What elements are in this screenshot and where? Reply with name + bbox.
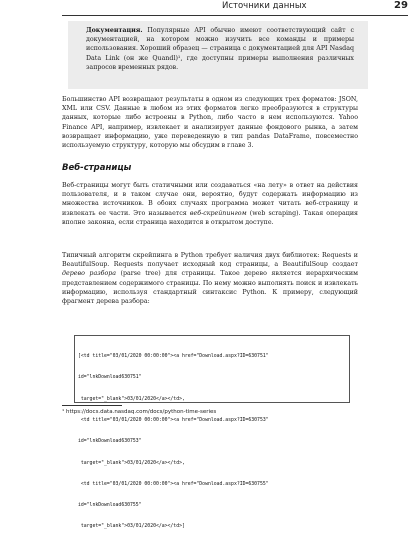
footnote-rule	[62, 405, 122, 406]
paragraph-formats: Большинство API возвращают результаты в одном из следующих трех форматов: JSON, XML или CSV. Данные в любом из этих форматов легко преобразуются в структуры данных, которые либо встроены в Python, либо часто в нем используются. Yahoo Finance API, например, извлекает и анализирует данные фондового рынка, а затем возвращает информацию, уже переведенную в тип pandas DataFrame, повсеместно используемую структуру, которую мы обсудим в главе 3.	[62, 96, 358, 150]
section-heading: Веб-страницы	[62, 163, 132, 173]
paragraph-web-pages-part1: Веб-страницы могут быть статичными или создаваться «на лету» в ответ на действия пользователя, и в таком случае они, вероятно, будут содержать информацию из множества источников. В обоих случаях программа может читать веб-страницу и извлекать ее части. Это называется	[62, 182, 358, 217]
note-text	[86, 26, 354, 72]
paragraph-web-pages-part2: (web scraping). Такая операция вполне законна, если страница находится в открытом доступе.	[62, 209, 358, 226]
code-line: id="lnkDownload630753"	[78, 439, 142, 445]
paragraph-web-pages	[62, 181, 358, 227]
code-line: <td title="03/01/2020 00:00:00"><a href="Download.aspx?ID=630755"	[78, 481, 269, 487]
code-line: id="lnkDownload630755"	[78, 503, 142, 509]
code-line: target="_blank">03/01/2020</a></td>]	[78, 524, 185, 530]
code-line: [<td title="03/01/2020 00:00:00"><a href="Download.aspx?ID=630751"	[78, 354, 269, 360]
footnote	[62, 409, 216, 415]
header-rule	[62, 15, 408, 16]
running-header	[0, 0, 420, 16]
code-line: id="lnkDownload630751"	[78, 375, 142, 381]
code-listing	[78, 339, 269, 538]
note-lead: Документация.	[86, 27, 143, 34]
paragraph-scraping	[62, 251, 358, 306]
code-line: target="_blank">03/01/2020</a></td>,	[78, 396, 185, 402]
note-body: Популярные API обычно имеют соответствующий сайт с документацией, на котором можно изучить все команды и примеры использования. Хороший образец — страница с документацией для API Nasdaq Data Link (он же Quandl)¹, где доступны примеры выполнения различных запросов временных рядов.	[86, 27, 354, 71]
page-number: 29	[394, 0, 408, 11]
paragraph-scraping-part2: (parse tree) для страницы. Такое дерево является иерархическим представлением содержимого страницы. По нему можно выполнять поиск и извлекать информацию, используя стандартный синтаксис Python. К примеру, следующий фрагмент дерева разбора:	[62, 270, 358, 306]
code-line: target="_blank">03/01/2020</a></td>,	[78, 460, 185, 466]
term-parse-tree: дерево разбора	[62, 270, 117, 278]
term-web-scraping: веб-скрейпингом	[189, 209, 247, 217]
paragraph-scraping-part1: Типичный алгоритм скрейпинга в Python требует наличия двух библиотек: Requests и BeautifulSoup. Requests получает исходный код страницы, а BeautifulSoup создает	[62, 252, 358, 269]
running-header-title: Источники данных	[222, 1, 307, 11]
code-line: <td title="03/01/2020 00:00:00"><a href="Download.aspx?ID=630753"	[78, 418, 269, 424]
footnote-marker: ¹	[62, 409, 65, 415]
footnote-link[interactable]: https://docs.data.nasdaq.com/docs/python-time-series	[65, 409, 217, 415]
